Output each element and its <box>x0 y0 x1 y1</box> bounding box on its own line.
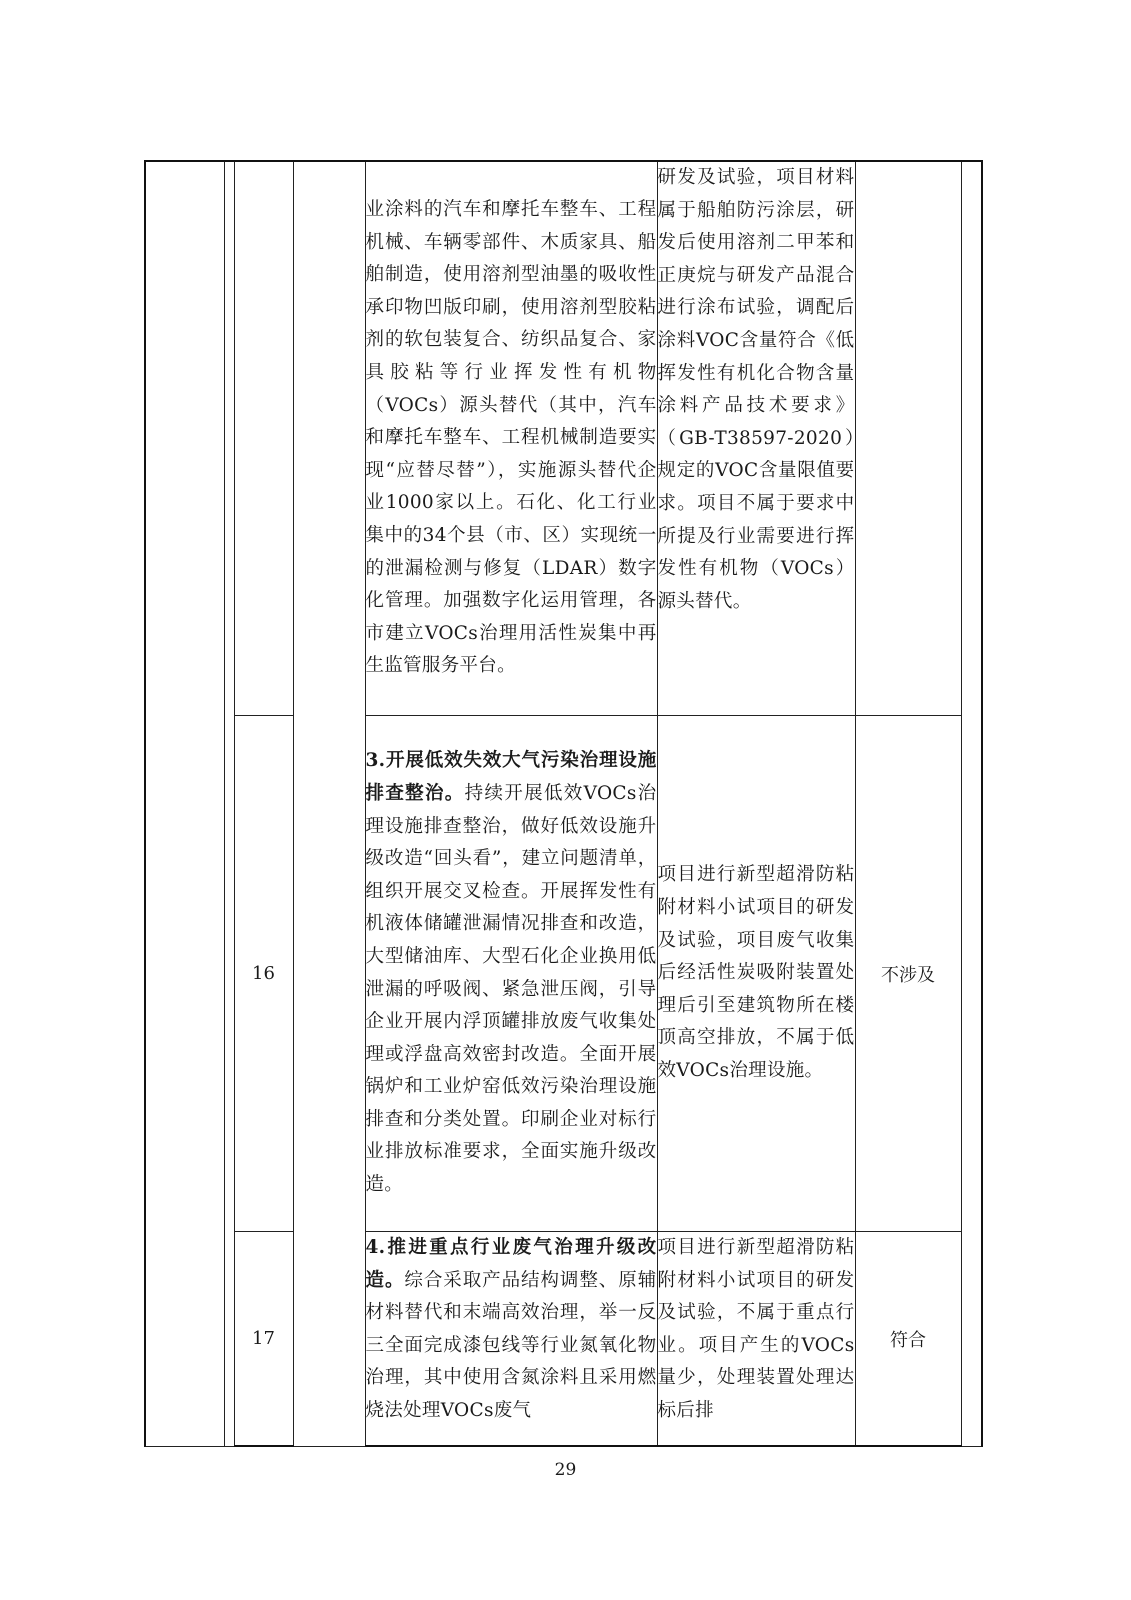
row-number: 16 <box>234 716 293 1232</box>
requirement-heading: 3.开展低效失效大气污染治理设施排查整治。 <box>365 750 657 804</box>
requirement-body: 综合采取产品结构调整、原辅材料替代和末端高效治理，举一反三全面完成漆包线等行业氮氧化物治理，其中使用含氮涂料且采用燃烧法处理VOCs废气 <box>365 1269 657 1421</box>
status-cell <box>855 161 961 716</box>
status-cell: 不涉及 <box>855 716 961 1232</box>
page-number: 29 <box>554 1460 577 1480</box>
requirement-body: 持续开展低效VOCs治理设施排查整治，做好低效设施升级改造“回头看”，建立问题清单，组织开展交叉检查。开展挥发性有机液体储罐泄漏情况排查和改造，大型储油库、大型石化企业换用低泄漏的呼吸阀、紧急泄压阀，引导企业开展内浮顶罐排放废气收集处理或浮盘高效密封改造。全面开展锅炉和工业炉窑低效污染治理设施排查和分类处置。印刷企业对标行业排放标准要求，全面实施升级改造。 <box>365 782 657 1196</box>
table-row-17 <box>145 1232 982 1447</box>
requirement-text: 业涂料的汽车和摩托车整车、工程机械、车辆零部件、木质家具、船舶制造，使用溶剂型油墨的吸收性承印物凹版印刷，使用溶剂型胶粘剂的软包装复合、纺织品复合、家具胶粘等行业挥发性有机物（VOCs）源头替代（其中，汽车和摩托车整车、工程机械制造要实现“应替尽替”），实施源头替代企业1000家以上。石化、化工行业集中的34个县（市、区）实现统一的泄漏检测与修复（LDAR）数字化管理。加强数字化运用管理，各市建立VOCs治理用活性炭集中再生监管服务平台。 <box>365 199 657 677</box>
project-text: 项目进行新型超滑防粘附材料小试项目的研发及试验，项目废气收集后经活性炭吸附装置处理后引至建筑物所在楼顶高空排放，不属于低效VOCs治理设施。 <box>657 864 855 1081</box>
assessment-table <box>144 160 983 1447</box>
requirement-cell <box>365 161 657 716</box>
category-column <box>145 161 224 1446</box>
table-row-16 <box>145 716 982 1232</box>
requirement-cell <box>365 1232 657 1447</box>
status-cell: 符合 <box>855 1232 961 1447</box>
requirement-heading: 4.推进重点行业废气治理升级改造。 <box>365 1237 657 1291</box>
project-cell <box>657 161 855 716</box>
subcategory-column <box>293 161 365 1446</box>
spacer-column <box>224 161 234 1446</box>
project-cell <box>657 716 855 1232</box>
project-cell <box>657 1232 855 1447</box>
number-cell <box>234 161 293 716</box>
project-text: 项目进行新型超滑防粘附材料小试项目的研发及试验，不属于重点行业。项目产生的VOCs量少，处理装置处理达标后排 <box>657 1237 855 1421</box>
project-text: 研发及试验，项目材料属于船舶防污涂层，研发后使用溶剂二甲苯和正庚烷与研发产品混合进行涂布试验，调配后涂料VOC含量符合《低挥发性有机化合物含量涂料产品技术要求》（GB-T38597-2020）规定的VOC含量限值要求。项目不属于要求中所提及行业需要进行挥发性有机物（VOCs）源头替代。 <box>657 167 855 612</box>
requirement-cell <box>365 716 657 1232</box>
row-number: 17 <box>234 1232 293 1447</box>
right-edge-column <box>961 161 982 1446</box>
table-row-continuation <box>145 161 982 716</box>
